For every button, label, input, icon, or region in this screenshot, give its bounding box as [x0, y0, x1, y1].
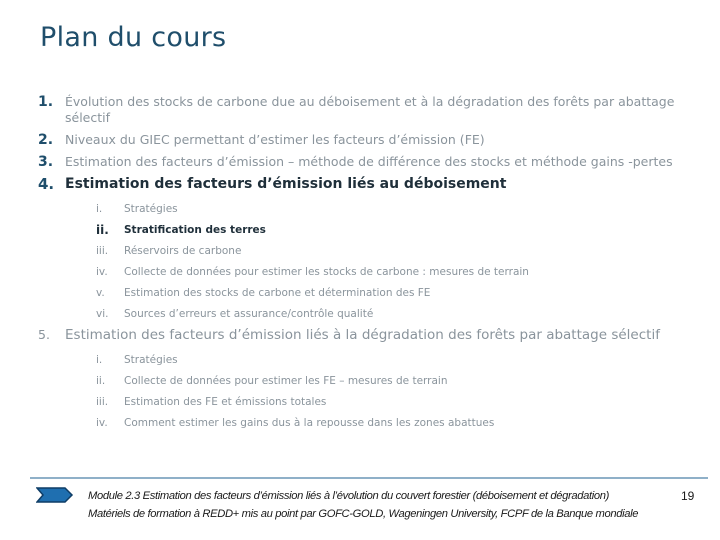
subitem-number: i.: [96, 353, 103, 366]
footer-text: [88, 487, 700, 523]
subitem-active: [96, 219, 703, 240]
subitem-text: Estimation des FE et émissions totales: [124, 395, 327, 408]
subitem-text: Stratification des terres: [124, 223, 266, 236]
subitem: [96, 198, 703, 219]
subitem: [96, 391, 703, 412]
subitem: [96, 240, 703, 261]
subitem-text: Collecte de données pour estimer les stocks de carbone : mesures de terrain: [124, 265, 529, 278]
outline-item-5: [38, 327, 703, 343]
outline-item-1: [38, 94, 703, 126]
sublist-4: [96, 198, 703, 324]
item-text: Estimation des facteurs d’émission liés au déboisement: [65, 176, 507, 192]
subitem: [96, 303, 703, 324]
subitem-number: i.: [96, 202, 103, 215]
subitem: [96, 349, 703, 370]
course-outline: [38, 94, 703, 433]
page-number: 19: [681, 489, 695, 503]
outline-item-4: [38, 176, 703, 192]
subitem: [96, 261, 703, 282]
item-number: 3.: [38, 154, 54, 170]
subitem-text: Réservoirs de carbone: [124, 244, 242, 257]
sublist-5: [96, 349, 703, 433]
subitem: [96, 412, 703, 433]
subitem-number: iv.: [96, 265, 108, 278]
outline-item-3: [38, 154, 703, 170]
item-text: Niveaux du GIEC permettant d’estimer les facteurs d’émission (FE): [65, 132, 485, 147]
item-text: Estimation des facteurs d’émission liés à la dégradation des forêts par abattage sélectif: [65, 327, 660, 343]
subitem-number: ii.: [96, 374, 106, 387]
subitem-text: Comment estimer les gains dus à la repousse dans les zones abattues: [124, 416, 495, 429]
footer-module-line: Module 2.3 Estimation des facteurs d’émission liés à l’évolution du couvert forestier (déboisement et dégradation): [88, 490, 610, 502]
subitem-number: vi.: [96, 307, 109, 320]
subitem-number: v.: [96, 286, 105, 299]
subitem: [96, 370, 703, 391]
subitem: [96, 282, 703, 303]
footer-credits-line: Matériels de formation à REDD+ mis au point par GOFC-GOLD, Wageningen University, FCPF de la Banque mondiale: [88, 508, 639, 520]
subitem-text: Estimation des stocks de carbone et détermination des FE: [124, 286, 431, 299]
subitem-text: Collecte de données pour estimer les FE – mesures de terrain: [124, 374, 448, 387]
outline-item-2: [38, 132, 703, 148]
item-number: 1.: [38, 94, 54, 110]
item-number: 2.: [38, 132, 54, 148]
item-number: 4.: [38, 175, 55, 193]
subitem-number: iii.: [96, 244, 109, 257]
item-text: Estimation des facteurs d’émission – méthode de différence des stocks et méthode gains -pertes: [65, 154, 673, 169]
subitem-number: iv.: [96, 416, 108, 429]
subitem-number: iii.: [96, 395, 109, 408]
item-text: Évolution des stocks de carbone due au déboisement et à la dégradation des forêts par abattage sélectif: [65, 94, 675, 125]
subitem-text: Stratégies: [124, 202, 178, 215]
subitem-number: ii.: [96, 222, 109, 237]
item-number: 5.: [38, 327, 50, 342]
subitem-text: Sources d’erreurs et assurance/contrôle qualité: [124, 307, 374, 320]
footer-divider: [30, 477, 708, 479]
subitem-text: Stratégies: [124, 353, 178, 366]
page-title: Plan du cours: [40, 22, 227, 53]
chevron-right-icon: [36, 486, 74, 504]
